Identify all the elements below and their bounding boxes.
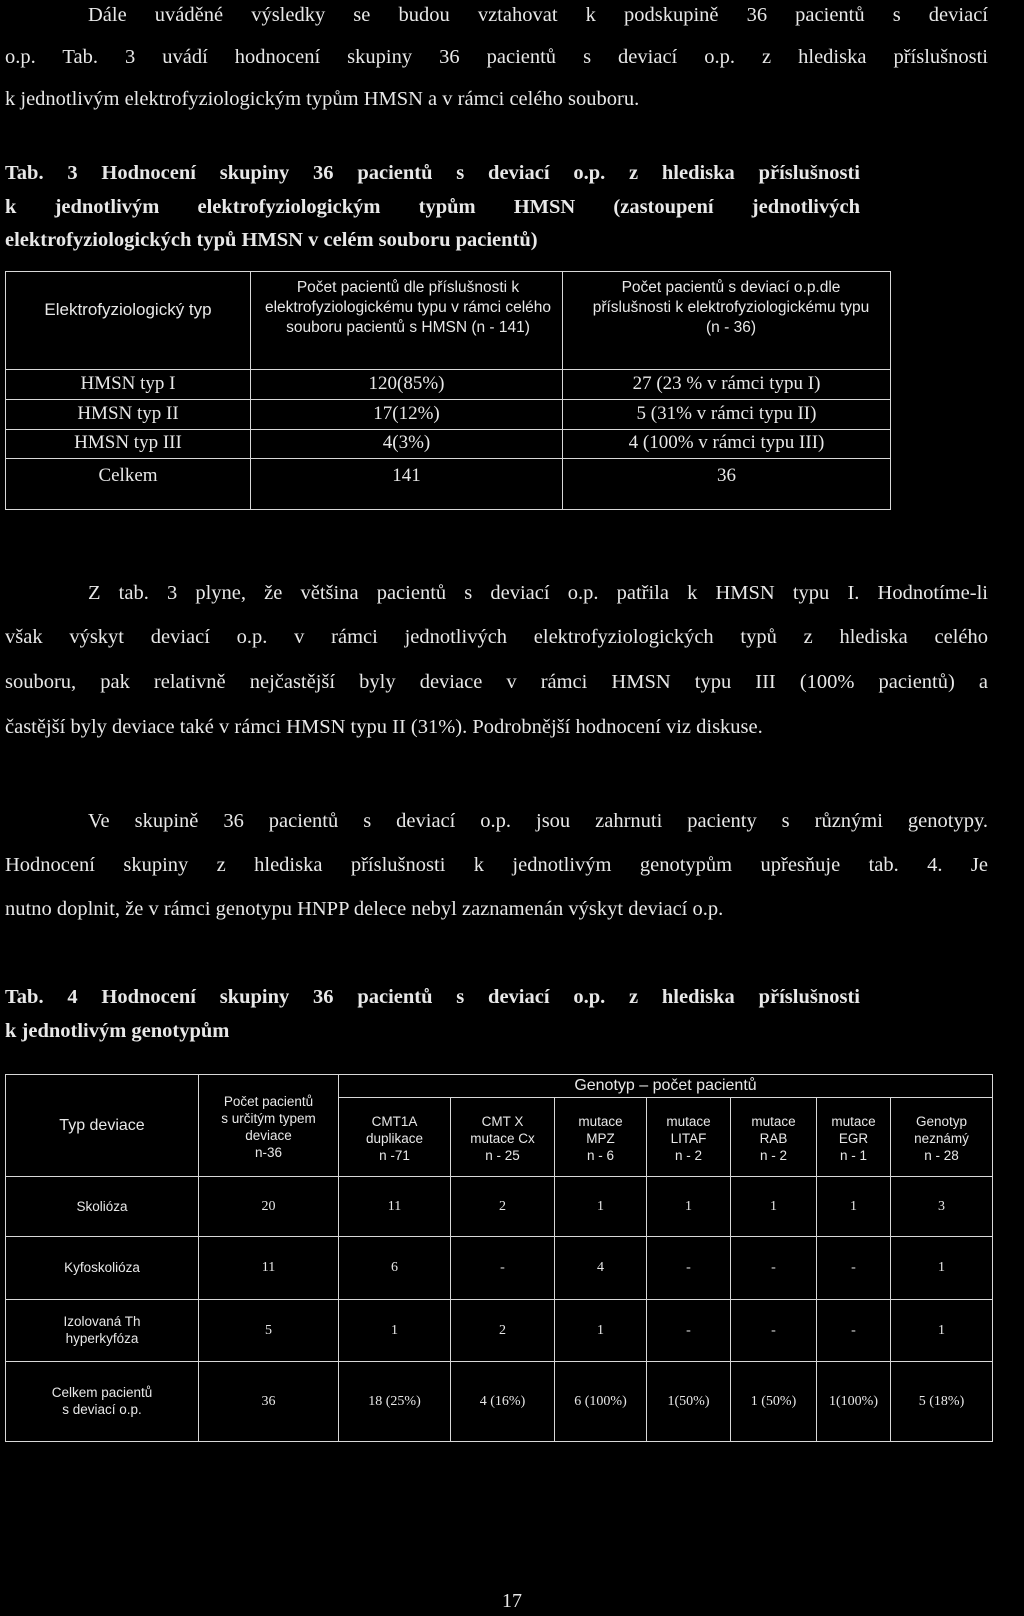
table2-cell: -: [686, 1260, 691, 1275]
table2-cell: 1(100%): [829, 1393, 878, 1409]
table2-genotype-header-line: CMT X: [481, 1114, 524, 1129]
table2-genotype-header-line: duplikace: [365, 1131, 424, 1146]
table1-header-type: Elektrofyziologický typ: [44, 300, 212, 319]
table2-cell: 36: [261, 1393, 276, 1409]
table2-cell: -: [851, 1260, 856, 1275]
table2-cell: -: [851, 1322, 856, 1338]
table2-genotype-header-line: n - 2: [759, 1148, 787, 1163]
table2-genotype-header-line: EGR: [838, 1131, 869, 1146]
table2-cell: -: [500, 1260, 505, 1275]
para2-line-4: častější byly deviace také v rámci HMSN typu II (31%). Podrobnější hodnocení viz diskuse.: [5, 716, 763, 738]
para2-line-2: však výskyt deviací o.p. v rámci jednotlivých elektrofyziologických typů z hlediska celého: [5, 626, 988, 648]
table2-genotype-header-line: RAB: [759, 1131, 788, 1146]
table2-cell: 1: [850, 1198, 857, 1214]
table2-genotype-header-line: Genotyp: [915, 1114, 968, 1129]
table2-header-type: Typ deviace: [59, 1117, 145, 1134]
table1-row1-dev: 27 (23 % v rámci typu I): [632, 373, 821, 394]
table2-row-label: [6, 1198, 198, 1215]
table1-row2-all: 17(12%): [373, 403, 440, 424]
table1-row2-type: HMSN typ II: [77, 403, 179, 424]
table2-cell: 2: [499, 1322, 506, 1338]
table2-row-label: [6, 1384, 198, 1418]
table2-caption-line-1: Tab. 4 Hodnocení skupiny 36 pacientů s deviací o.p. z hlediska příslušnosti: [5, 986, 860, 1008]
table2-cell: 1: [391, 1322, 398, 1338]
table2-genotype-header-line: n - 1: [839, 1148, 867, 1163]
table2-cell: 2: [499, 1198, 506, 1214]
table2-genotype-header-line: mutace Cx: [470, 1131, 535, 1146]
table2-genotype-header-line: n - 6: [586, 1148, 614, 1163]
table2-cell: 1(50%): [667, 1393, 710, 1409]
table2-cell: 5 (18%): [918, 1393, 965, 1409]
table2-cell: -: [771, 1322, 776, 1338]
table2-cell: 20: [261, 1198, 276, 1214]
para2-line-3: souboru, pak relativně nejčastější byly deviace v rámci HMSN typu III (100% pacientů) a: [5, 671, 988, 693]
table2-cell: 1 (50%): [750, 1393, 797, 1409]
table2-genotype-header: [555, 1113, 646, 1164]
table2-row-label-line: hyperkyfóza: [65, 1331, 139, 1346]
table2-genotype-header: [451, 1113, 554, 1164]
table2-cell: 1: [597, 1198, 604, 1214]
table2-row-label-line: Skolióza: [76, 1198, 128, 1214]
table2-row-label: [6, 1313, 198, 1347]
table2-cell: 18 (25%): [368, 1393, 421, 1409]
table1-row4-all: 141: [392, 465, 421, 486]
table2-row-label-line: Kyfoskolióza: [64, 1260, 140, 1275]
table-4: [5, 1074, 993, 1442]
table2-genotype-header-line: n - 28: [924, 1148, 959, 1163]
table1-row1-type: HMSN typ I: [80, 373, 176, 394]
para3-line-3: nutno doplnit, že v rámci genotypu HNPP delece nebyl zaznamenán výskyt deviací o.p.: [5, 898, 724, 920]
table2-genotype-header-line: n - 25: [485, 1148, 520, 1163]
table2-genotype-header-line: n -71: [379, 1148, 410, 1163]
table1-row3-type: HMSN typ III: [74, 432, 182, 453]
table1-caption-line-2: k jednotlivým elektrofyziologickým typům HMSN (zastoupení jednotlivých: [5, 196, 860, 218]
table2-genotype-header: [339, 1113, 450, 1164]
table1-header-all: Počet pacientů dle příslušnosti k elektrofyziologickému typu v rámci celého souboru pacientů s HMSN (n - 141): [264, 279, 551, 336]
table1-row1-all: 120(85%): [368, 373, 445, 394]
table2-genotype-header-line: mutace: [578, 1114, 623, 1129]
table2-header-count-line: s určitým typem: [221, 1111, 316, 1126]
table2-header-count-line: deviace: [245, 1128, 292, 1143]
table1-row2-dev: 5 (31% v rámci typu II): [636, 403, 817, 424]
table2-cell: 1: [938, 1322, 945, 1338]
para1-line-3: k jednotlivým elektrofyziologickým typům HMSN a v rámci celého souboru.: [5, 88, 640, 110]
table2-header-count-line: Počet pacientů: [223, 1094, 314, 1109]
table2-cell: 4: [597, 1260, 604, 1275]
table2-row-label-line: Izolovaná Th: [63, 1314, 141, 1329]
table1-row4-dev: 36: [717, 465, 736, 486]
table2-cell: -: [686, 1322, 691, 1338]
table2-row-label-line: Celkem pacientů: [51, 1385, 153, 1400]
table2-cell: -: [771, 1260, 776, 1275]
table2-caption-line-2: k jednotlivým genotypům: [5, 1020, 230, 1042]
table2-cell: 1: [597, 1322, 604, 1338]
table1-caption-line-1: Tab. 3 Hodnocení skupiny 36 pacientů s deviací o.p. z hlediska příslušnosti: [5, 162, 860, 184]
table2-header-count-line: n-36: [254, 1145, 283, 1160]
table2-genotype-header-line: neznámý: [914, 1131, 969, 1146]
page-number: 17: [502, 1590, 522, 1612]
table2-cell: 6: [391, 1260, 398, 1275]
para3-line-2: Hodnocení skupiny z hlediska příslušnosti k jednotlivým genotypům upřesňuje tab. 4. Je: [5, 854, 988, 876]
table1-header-dev: Počet pacientů s deviací o.p.dle příslušnosti k elektrofyziologickému typu (n - 36): [592, 279, 870, 336]
table2-cell: 1: [938, 1260, 945, 1275]
table2-cell: 11: [387, 1198, 402, 1214]
table2-cell: 3: [938, 1198, 945, 1214]
table1-row4-type: Celkem: [98, 465, 158, 486]
para1-line-2: o.p. Tab. 3 uvádí hodnocení skupiny 36 pacientů s deviací o.p. z hlediska příslušnosti: [5, 46, 988, 68]
table2-genotype-header-line: n - 2: [674, 1148, 702, 1163]
para3-line-1: Ve skupině 36 pacientů s deviací o.p. jsou zahrnuti pacienty s různými genotypy.: [88, 810, 988, 832]
table2-cell: 1: [685, 1198, 692, 1214]
table2-genotype-header: [891, 1113, 992, 1164]
table2-cell: 6 (100%): [574, 1393, 627, 1409]
table2-header-genotype: Genotyp – počet pacientů: [574, 1077, 757, 1094]
table2-genotype-header-line: CMT1A: [371, 1114, 418, 1129]
table1-row3-dev: 4 (100% v rámci typu III): [628, 432, 825, 453]
table1-row3-all: 4(3%): [382, 432, 431, 453]
table2-cell: 1: [770, 1198, 777, 1214]
table2-cell: 11: [261, 1260, 276, 1275]
table2-row-label: [6, 1259, 198, 1276]
table1-caption-line-3: elektrofyziologických typů HMSN v celém souboru pacientů): [5, 229, 538, 251]
table2-cell: 4 (16%): [479, 1393, 526, 1409]
table2-cell: 5: [265, 1322, 272, 1338]
table2-header-count: [199, 1093, 338, 1161]
para1-line-1: Dále uváděné výsledky se budou vztahovat k podskupině 36 pacientů s deviací: [88, 4, 988, 26]
table2-genotype-header-line: mutace: [831, 1114, 876, 1129]
table2-genotype-header: [731, 1113, 816, 1164]
table2-genotype-header: [817, 1113, 890, 1164]
table2-genotype-header-line: mutace: [666, 1114, 711, 1129]
table-3: [5, 271, 891, 510]
table2-genotype-header-line: mutace: [751, 1114, 796, 1129]
para2-line-1: Z tab. 3 plyne, že většina pacientů s deviací o.p. patřila k HMSN typu I. Hodnotíme-li: [88, 582, 988, 604]
table2-genotype-header-line: MPZ: [586, 1131, 615, 1146]
table2-genotype-header-line: LITAF: [670, 1131, 707, 1146]
table2-row-label-line: s deviací o.p.: [62, 1402, 142, 1417]
table2-genotype-header: [647, 1113, 730, 1164]
